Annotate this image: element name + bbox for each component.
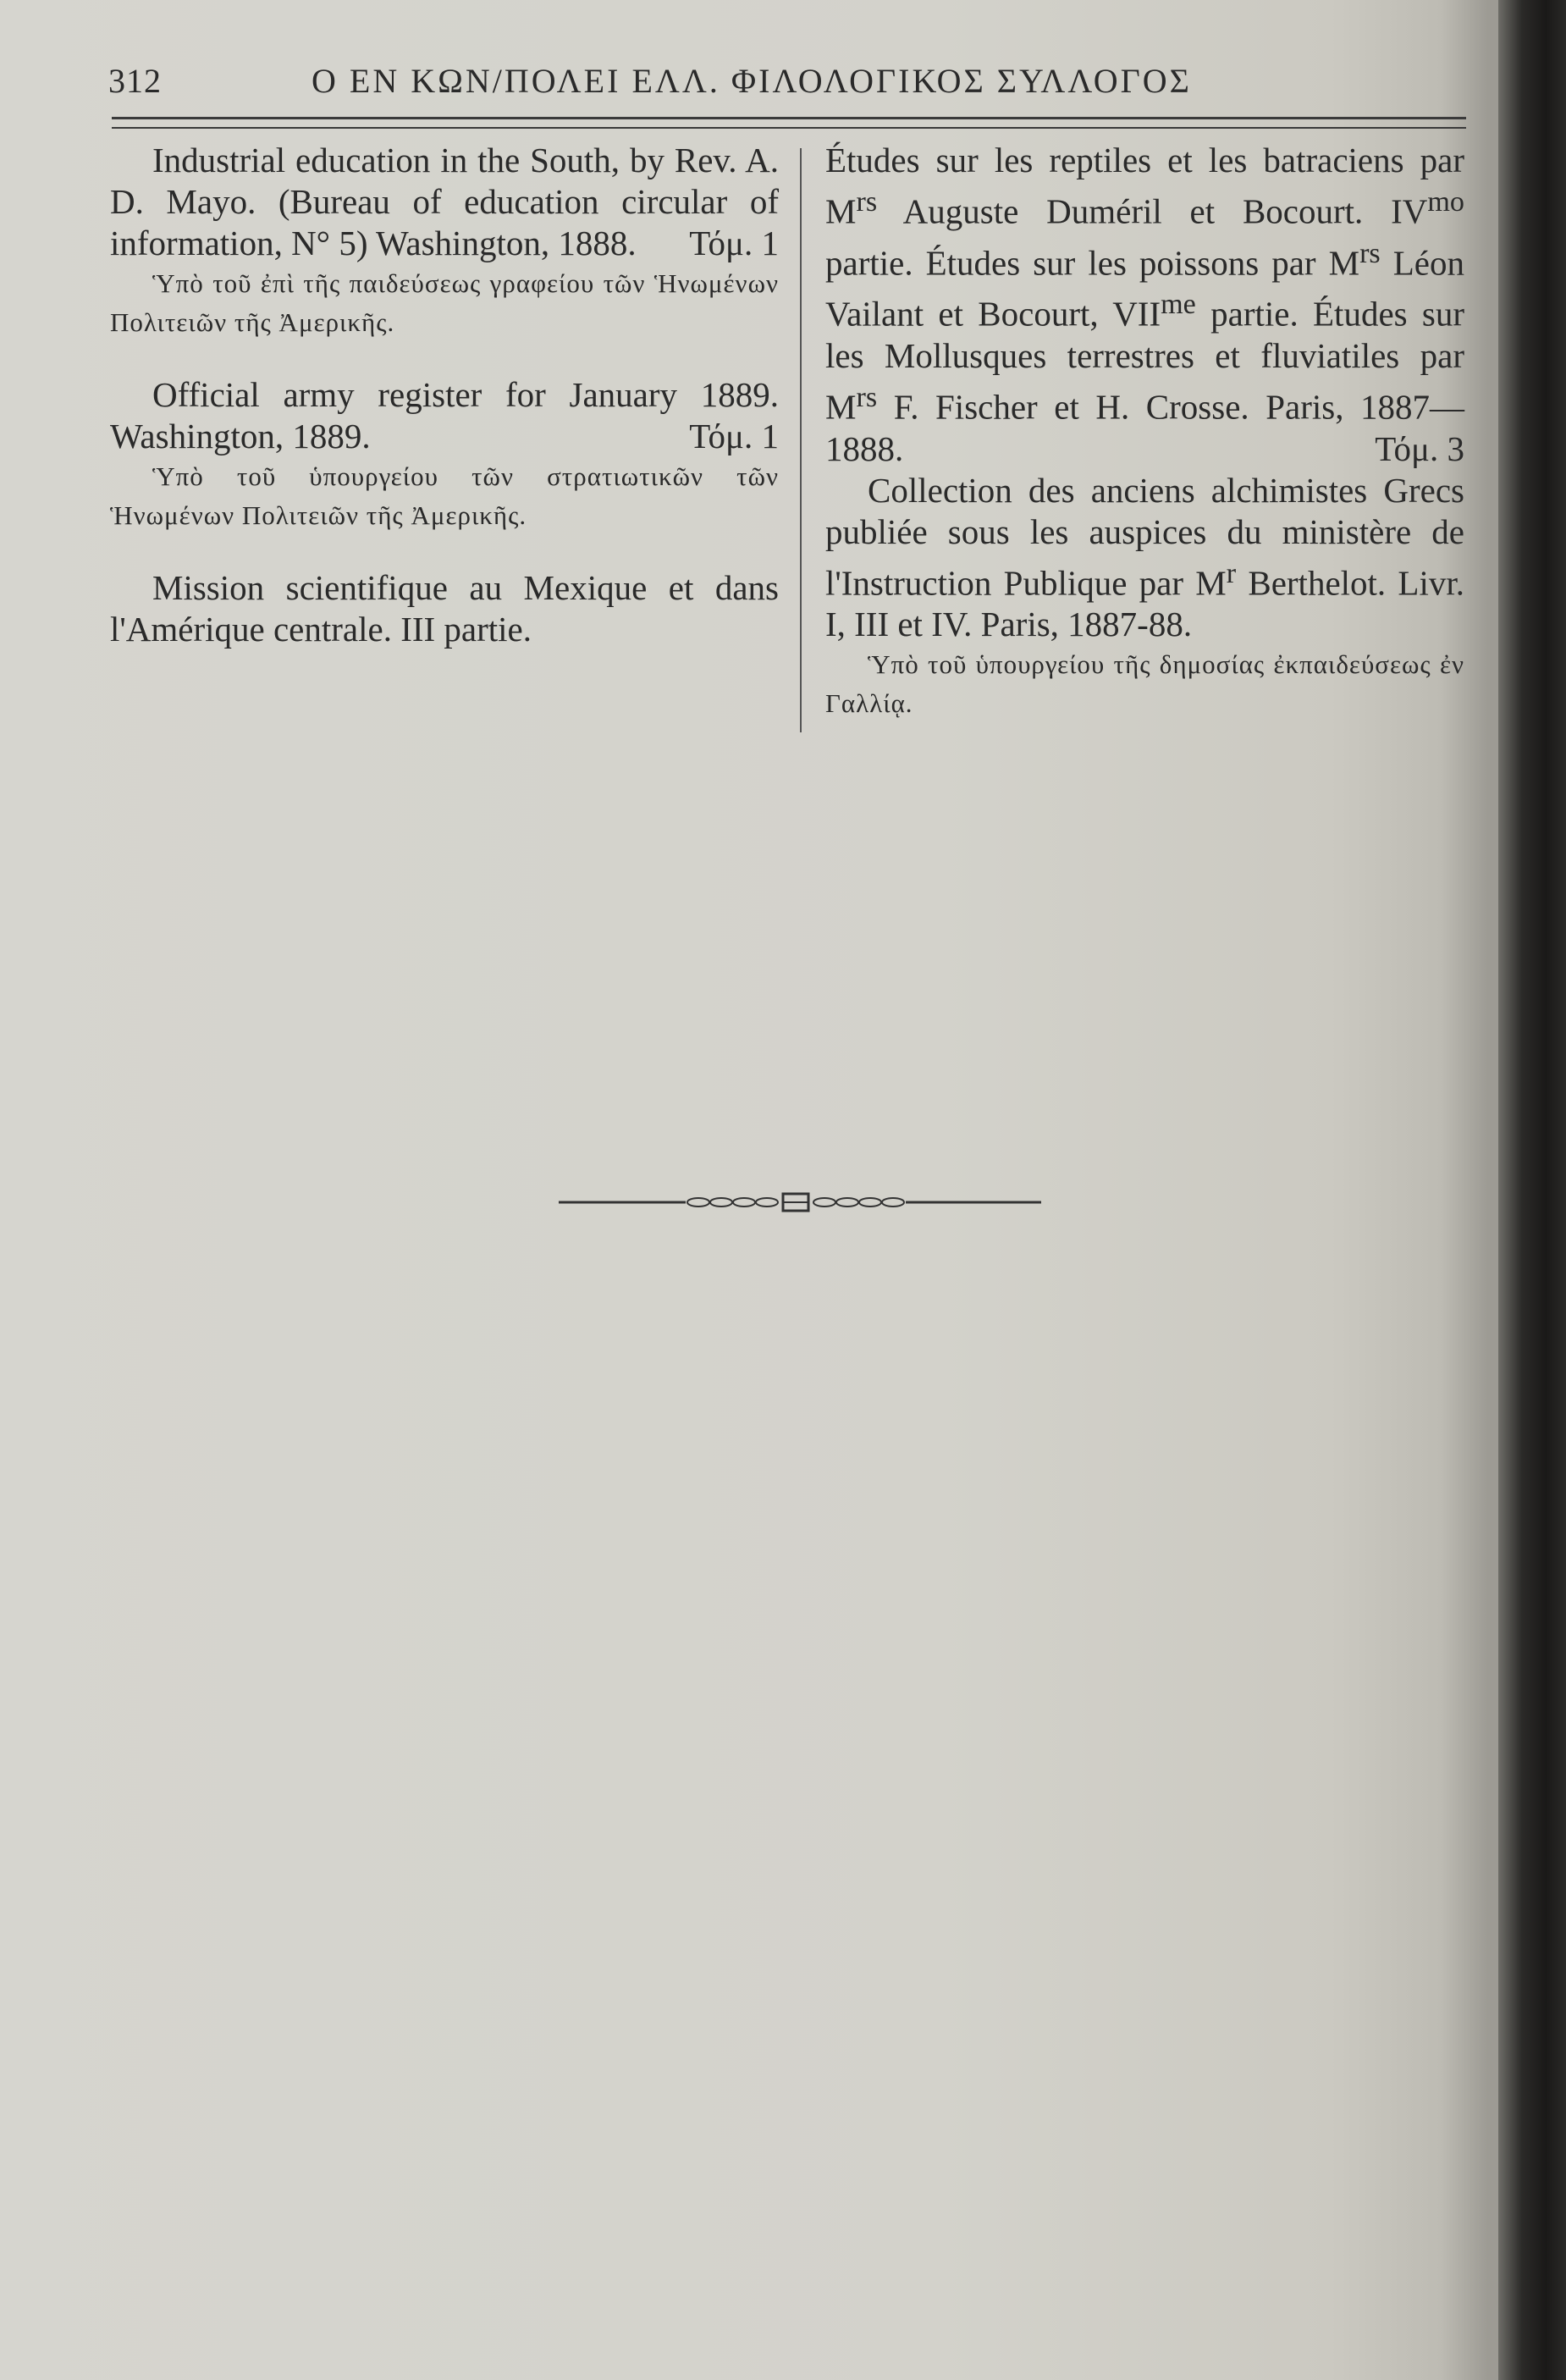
entry-text: F. Fischer et H. Crosse. Paris, 1887—1888. bbox=[825, 387, 1464, 468]
entry-text: Official army register for January 1889. Washington, 1889. bbox=[110, 375, 779, 456]
left-column bbox=[110, 140, 779, 650]
entry-text: Mission scientifique au Mexique et dans l'Amérique centrale. III partie. bbox=[110, 568, 779, 649]
header-rule-thin bbox=[112, 127, 1466, 129]
page-header bbox=[108, 51, 1463, 110]
end-ornament bbox=[559, 1190, 1041, 1215]
entry-text: Berthelot. Livr. I, III et IV. Paris, 1887-88. bbox=[825, 563, 1464, 644]
header-rule-thick bbox=[112, 117, 1466, 119]
superscript: rs bbox=[856, 381, 878, 413]
donor-note: Ὑπὸ τοῦ ὑπουργείου τῆς δημοσίας ἐκπαιδεύσεως ἐν Γαλλίᾳ. bbox=[825, 649, 1464, 719]
superscript: rs bbox=[1359, 237, 1381, 269]
list-item bbox=[110, 567, 779, 650]
superscript: me bbox=[1161, 289, 1196, 321]
superscript: r bbox=[1226, 557, 1237, 589]
volume-count: Τόμ. 1 bbox=[689, 417, 779, 456]
entry-text: Léon Vailant et Bocourt, VII bbox=[825, 243, 1465, 334]
volume-count: Τόμ. 1 bbox=[689, 224, 779, 262]
list-item bbox=[110, 374, 779, 535]
list-item bbox=[825, 140, 1464, 470]
entry-text: Industrial education in the South, by Rev. A. D. Mayo. (Bureau of education circular of information, N° 5) Washington, 1888. bbox=[110, 141, 779, 262]
running-head: Ο ΕΝ ΚΩΝ/ΠΟΛΕΙ ΕΛΛ. ΦΙΛΟΛΟΓΙΚΟΣ ΣΥΛΛΟΓΟΣ bbox=[312, 62, 1192, 100]
page-number: 312 bbox=[108, 62, 162, 100]
right-column bbox=[825, 140, 1464, 723]
entry-text: partie. Études sur les poissons par M bbox=[825, 243, 1360, 283]
entry-text: Collection des anciens alchimistes Grecs publiée sous les auspices du ministère de l'Instruction Publique par M bbox=[825, 470, 1464, 603]
volume-count: Τόμ. 3 bbox=[1375, 428, 1464, 468]
donor-note: Ὑπὸ τοῦ ὑπουργείου τῶν στρατιωτικῶν τῶν Ἡνωμένων Πολιτειῶν τῆς Ἀμερικῆς. bbox=[110, 461, 779, 530]
superscript: mo bbox=[1427, 186, 1464, 218]
list-item bbox=[825, 470, 1464, 724]
entry-text: Études sur les reptiles et les batraciens par M bbox=[825, 141, 1464, 231]
list-item bbox=[110, 140, 779, 342]
column-divider bbox=[800, 148, 802, 732]
entry-text: partie. Études sur les Mollusques terrestres et fluviatiles par M bbox=[825, 294, 1464, 427]
superscript: rs bbox=[856, 186, 878, 218]
entry-text: Auguste Duméril et Bocourt. IV bbox=[877, 191, 1428, 231]
book-spine-shadow bbox=[1498, 0, 1566, 2380]
donor-note: Ὑπὸ τοῦ ἐπὶ τῆς παιδεύσεως γραφείου τῶν Ἡνωμένων Πολιτειῶν τῆς Ἀμερικῆς. bbox=[110, 268, 779, 337]
